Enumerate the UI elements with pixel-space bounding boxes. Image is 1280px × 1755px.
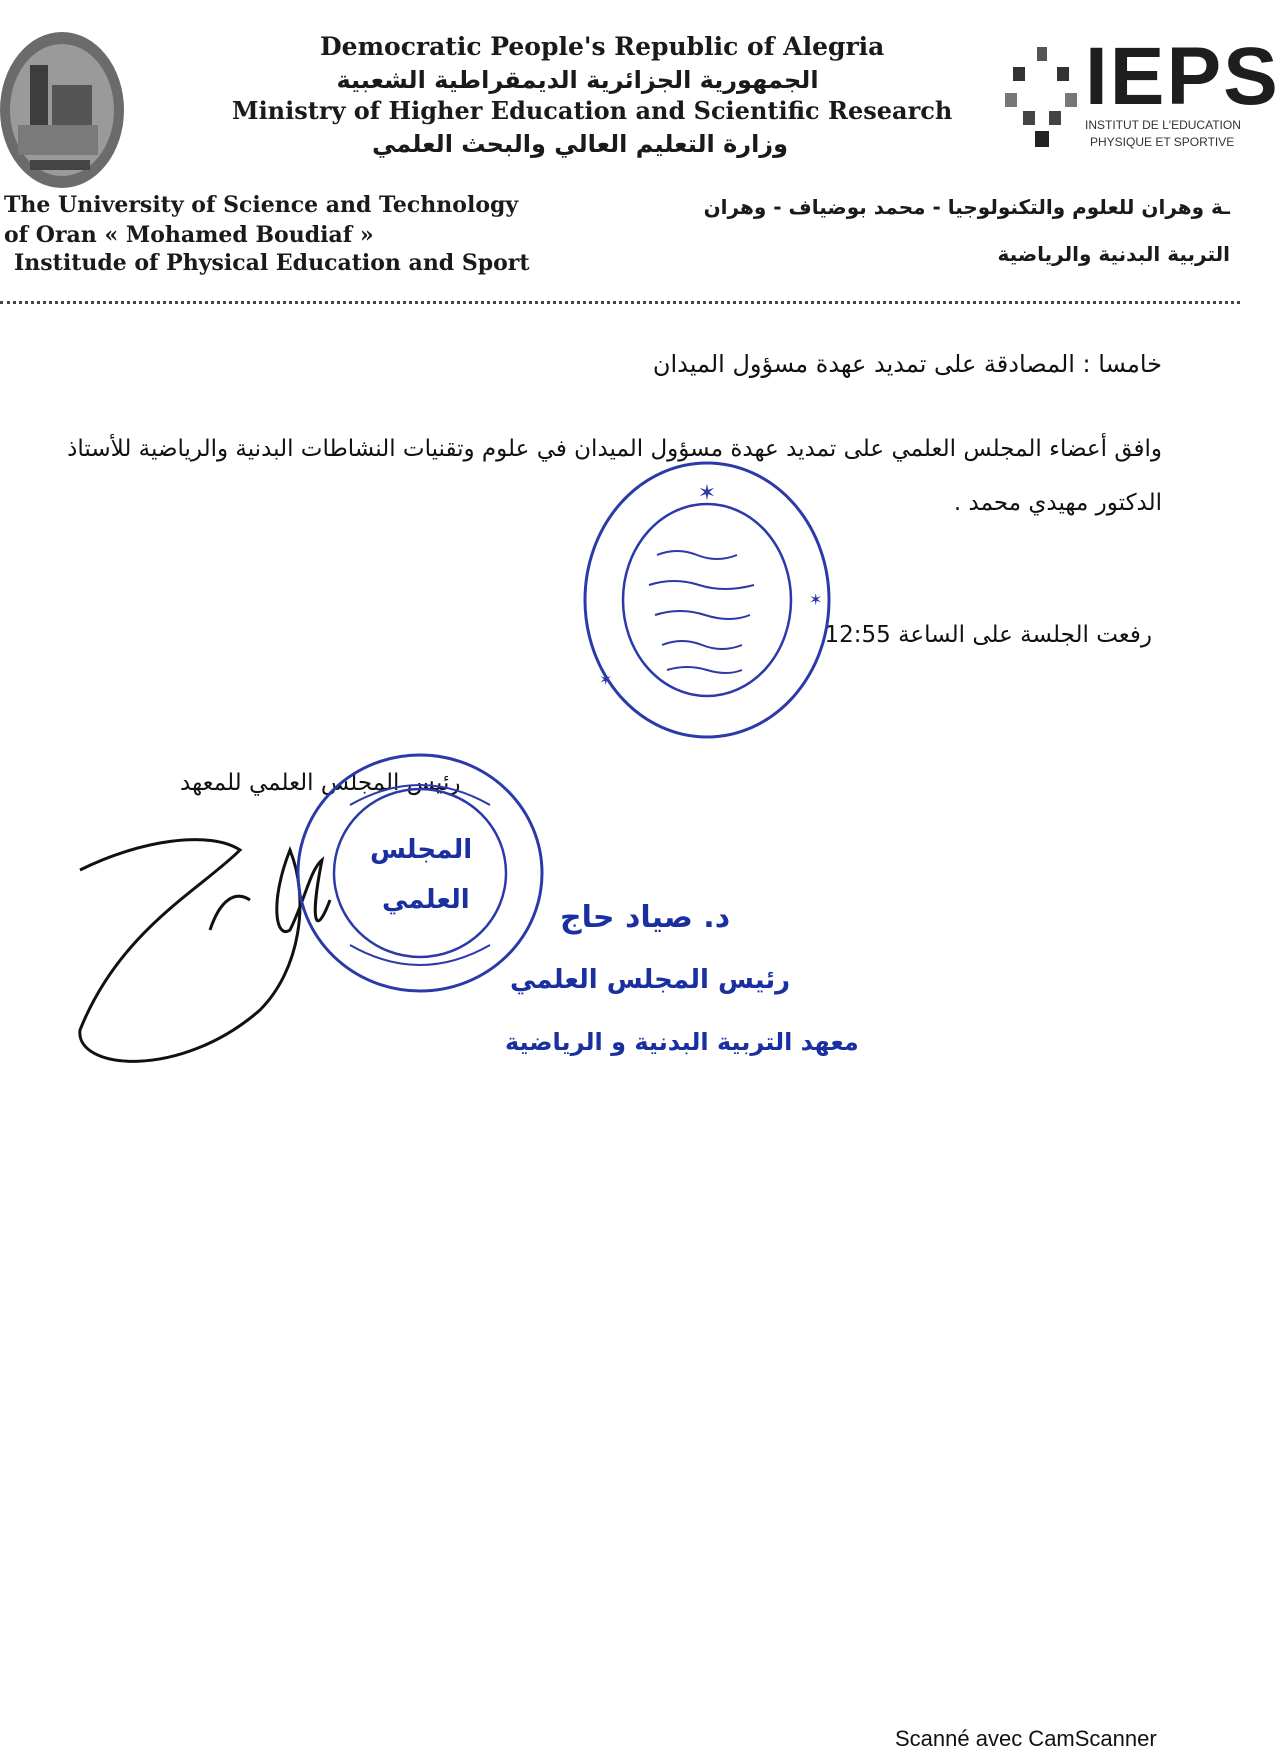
- ieps-subtitle-1: INSTITUT DE L'EDUCATION: [1085, 118, 1241, 132]
- signature-title: رئيس المجلس العلمي للمعهد: [180, 770, 461, 796]
- svg-text:✶: ✶: [697, 481, 717, 506]
- session-closed: رفعت الجلسة على الساعة 12:55: [824, 622, 1152, 648]
- university-ar-line-2: التربية البدنية والرياضية: [997, 242, 1230, 266]
- item-title: خامسا : المصادقة على تمديد عهدة مسؤول الميدان: [652, 350, 1162, 378]
- ieps-wordmark: IEPS: [1085, 31, 1280, 122]
- ieps-emblem-icon: [1005, 45, 1080, 150]
- camscanner-watermark: Scanné avec CamScanner: [895, 1726, 1157, 1751]
- header-divider: [0, 301, 1240, 304]
- header-country-en: Democratic People's Republic of Alegria: [320, 32, 885, 61]
- signatory-role: رئيس المجلس العلمي: [510, 965, 791, 995]
- university-ar-line-1: ـة وهران للعلوم والتكنولوجيا - محمد بوضياف - وهران: [703, 195, 1230, 219]
- university-en-line-3: Institude of Physical Education and Sport: [14, 250, 530, 276]
- paragraph-line-1: وافق أعضاء المجلس العلمي على تمديد عهدة مسؤول الميدان في علوم وتقنيات النشاطات البدنية والرياضية للأستاذ: [67, 436, 1162, 462]
- svg-text:✶: ✶: [809, 590, 823, 609]
- signatory-name: د. صياد حاج: [560, 900, 731, 935]
- paragraph-line-2: الدكتور مهيدي محمد .: [953, 490, 1162, 516]
- university-logo: [0, 30, 128, 190]
- ieps-logo: [1005, 31, 1280, 150]
- signatory-institute: معهد التربية البدنية و الرياضية: [505, 1028, 859, 1056]
- stamp-center-line-1: المجلس: [370, 835, 473, 865]
- ieps-subtitle-2: PHYSIQUE ET SPORTIVE: [1090, 135, 1235, 149]
- header-ministry-en: Ministry of Higher Education and Scientific Research: [232, 96, 953, 125]
- svg-text:✶: ✶: [599, 670, 613, 689]
- stamp-center-line-2: العلمي: [382, 885, 470, 915]
- header-country-ar: الجمهورية الجزائرية الديمقراطية الشعبية: [336, 66, 819, 94]
- university-en-line-2: of Oran « Mohamed Boudiaf »: [4, 222, 374, 248]
- university-stamp: [577, 455, 837, 745]
- university-en-line-1: The University of Science and Technology: [4, 192, 519, 218]
- header-ministry-ar: وزارة التعليم العالي والبحث العلمي: [371, 130, 789, 158]
- scientific-council-stamp: [290, 745, 550, 1000]
